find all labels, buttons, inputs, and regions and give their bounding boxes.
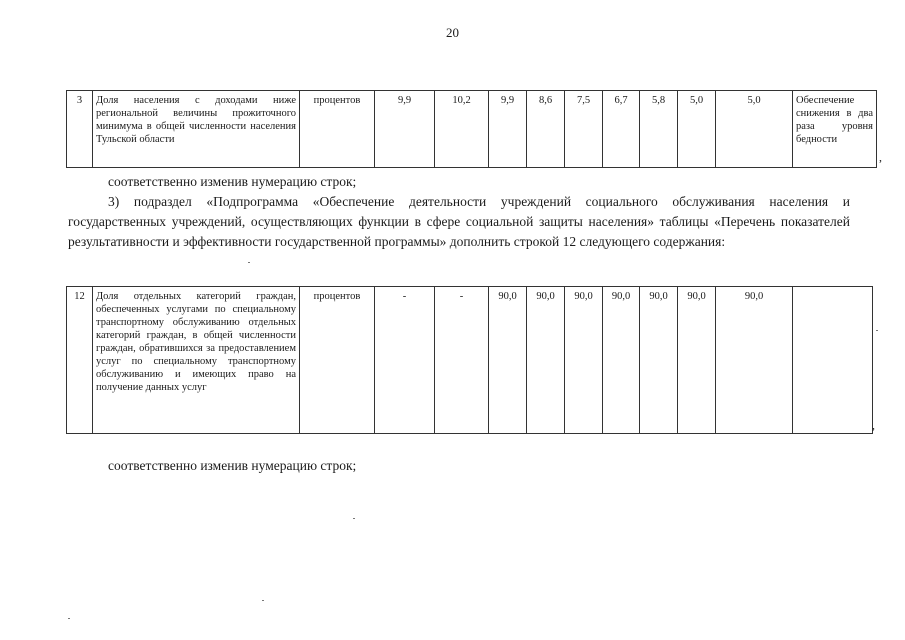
page-number: 20 [446,25,459,40]
note-cell [793,287,873,434]
table-row [67,91,877,168]
scan-speck [262,600,264,601]
value-cell: - [375,287,435,434]
scan-speck [876,330,878,331]
value-cell: 90,0 [603,287,640,434]
value-cell: 6,7 [603,91,640,168]
unit-cell: процентов [300,287,375,434]
trailing-comma: , [879,150,882,164]
indicator-name: Доля отдельных категорий граждан, обеспеченных услугами по специальному транспортному обслуживанию отдельных категорий граждан, в общей численности граждан, обратившихся за предоставлением услуг по специальному транспортному обслуживанию и имеющих право на получение данных услуг [93,287,300,434]
scan-speck [248,262,250,263]
value-cell: 90,0 [489,287,527,434]
value-cell: 8,6 [527,91,565,168]
indicator-name: Доля населения с доходами ниже региональной величины прожиточного минимума в общей численности населения Тульской области [93,91,300,168]
value-cell: 90,0 [640,287,678,434]
unit-cell: процентов [300,91,375,168]
indicator-table-row-12 [66,286,873,434]
value-cell: 90,0 [716,287,793,434]
value-cell: 10,2 [435,91,489,168]
indicator-table-row-3 [66,90,877,168]
value-cell: 90,0 [527,287,565,434]
value-cell: 7,5 [565,91,603,168]
paragraph-line-1: соответственно изменив нумерацию строк; [108,174,357,189]
trailing-comma: , [872,418,875,432]
scan-speck [68,618,70,619]
row-number: 3 [67,91,93,168]
value-cell: 5,0 [716,91,793,168]
value-cell: 5,8 [640,91,678,168]
paragraph-line-2: соответственно изменив нумерацию строк; [108,458,357,473]
value-cell: 5,0 [678,91,716,168]
note-cell: Обеспечение снижения в два раза уровня бедности [793,91,877,168]
paragraph-3: 3) подраздел «Подпрограмма «Обеспечение деятельности учреждений социального обслуживания населения и государственных учреждений, осуществляющих функции в сфере социальной защиты населения» таблицы «Перечень показателей результативности и эффективности государственной программы» дополнить строкой 12 следующего содержания: [68,194,850,249]
value-cell: - [435,287,489,434]
scan-speck [353,518,355,519]
table-row [67,287,873,434]
value-cell: 9,9 [489,91,527,168]
value-cell: 90,0 [565,287,603,434]
value-cell: 9,9 [375,91,435,168]
value-cell: 90,0 [678,287,716,434]
row-number: 12 [67,287,93,434]
